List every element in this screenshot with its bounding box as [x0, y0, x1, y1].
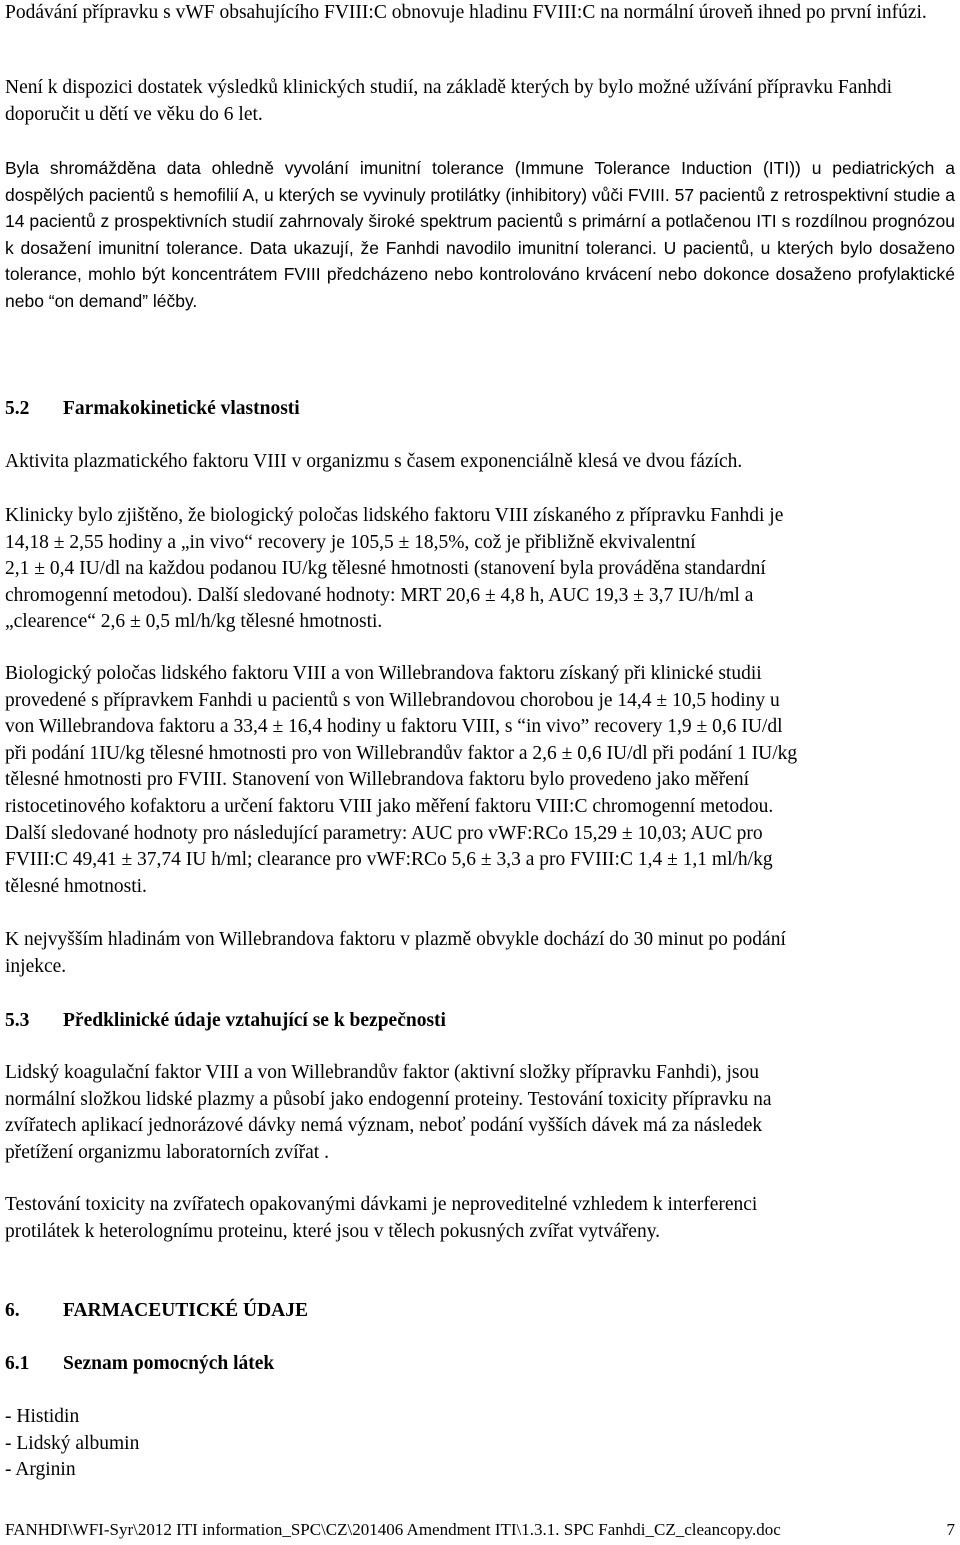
text-line: von Willebrandova faktoru a 33,4 ± 16,4 hodiny u faktoru VIII, s “in vivo” recovery 1,9 ± 0,6 IU/dl: [5, 716, 783, 738]
text-line: Další sledované hodnoty pro následující parametry: AUC pro vWF:RCo 15,29 ± 10,03; AUC pro: [5, 822, 763, 844]
section-heading-6: [5, 1298, 955, 1325]
list-item: - Lidský albumin: [5, 1432, 140, 1454]
paragraph-repeat-dose: [5, 1192, 955, 1245]
paragraph-peak: [5, 927, 955, 980]
section-title: Farmakokinetické vlastnosti: [63, 398, 300, 419]
text-line: FVIII:C 49,41 ± 37,74 IU h/ml; clearance pro vWF:RCo 5,6 ± 3,3 a pro FVIII:C 1,4 ± 1,1 ml/h/kg: [5, 849, 773, 871]
section-heading-5-2: [5, 396, 955, 423]
page-footer: [5, 1519, 955, 1541]
list-item: - Arginin: [5, 1459, 76, 1481]
section-heading-5-3: [5, 1008, 955, 1035]
text-line: provedené s přípravkem Fanhdi u pacientů s von Willebrandovou chorobou je 14,4 ± 10,5 hodiny u: [5, 689, 780, 711]
section-number: 6.1: [5, 1353, 30, 1374]
section-heading-6-1: [5, 1351, 955, 1378]
list-item: - Histidin: [5, 1406, 80, 1427]
section-number: 5.2: [5, 398, 30, 419]
paragraph-vwf-infusion: Podávání přípravku s vWF obsahujícího FVIII:C obnovuje hladinu FVIII:C na normální úroveň ihned po první infúzi.: [5, 2, 927, 23]
section-title: Předklinické údaje vztahující se k bezpečnosti: [63, 1010, 446, 1031]
section-title: FARMACEUTICKÉ ÚDAJE: [63, 1300, 309, 1321]
text-line: chromogenní metodou). Další sledované hodnoty: MRT 20,6 ± 4,8 h, AUC 19,3 ± 3,7 IU/h/ml a: [5, 584, 754, 606]
section-title: Seznam pomocných látek: [63, 1353, 275, 1374]
paragraph-iti: Byla shromážděna data ohledně vyvolání imunitní tolerance (Immune Tolerance Induction (ITI)) u pediatrických a dospělých pacientů s hemofilií A, u kterých se vyvinuly protilátky (inhibitory) vůči FVIII. 57 pacientů z retrospektivní studie a 14 pacientů z prospektivních studií zahrnovaly široké spektrum pacientů s primární a potlačenou ITI s rozdílnou prognózou k dosažení imunitní tolerance. Data ukazují, že Fanhdi navodilo imunitní toleranci. U pacientů, u kterých bylo dosaženo tolerance, mohlo být koncentrátem FVIII předcházeno nebo kontrolováno krvácení nebo dokonce dosaženo profylaktické nebo “on demand” léčby.: [5, 158, 955, 311]
text-line: normální složkou lidské plazmy a působí jako endogenní proteiny. Testování toxicity přípravku na: [5, 1088, 772, 1110]
page-number: 7: [946, 1520, 955, 1539]
paragraph-preclinical: [5, 1060, 955, 1166]
text-line: tělesné hmotnosti pro FVIII. Stanovení von Willebrandova faktoru bylo provedeno jako měření: [5, 769, 750, 791]
text-line: ristocetinového kofaktoru a určení faktoru VIII jako měření faktoru VIII:C chromogenní metodou.: [5, 795, 774, 817]
text-line: 14,18 ± 2,55 hodiny a „in vivo“ recovery je 105,5 ± 18,5%, což je přibližně ekvivalentní: [5, 531, 696, 553]
section-number: 5.3: [5, 1010, 30, 1031]
paragraph-halflife: [5, 661, 955, 900]
text-line: při podání 1IU/kg tělesné hmotnosti pro von Willebrandův faktor a 2,6 ± 0,6 IU/dl při podání 1 IU/kg: [5, 742, 798, 764]
text-line: tělesné hmotnosti.: [5, 875, 147, 897]
section-number: 6.: [5, 1300, 20, 1321]
text-line: Klinicky bylo zjištěno, že biologický poločas lidského faktoru VIII získaného z přípravku Fanhdi je: [5, 505, 784, 526]
text-line: Testování toxicity na zvířatech opakovanými dávkami je neproveditelné vzhledem k interferenci: [5, 1194, 758, 1215]
text-line: přetížení organizmu laboratorních zvířat .: [5, 1141, 329, 1163]
paragraph-children: Není k dispozici dostatek výsledků klinických studií, na základě kterých by bylo možné užívání přípravku Fanhdi doporučit u dětí ve věku do 6 let.: [5, 77, 893, 125]
excipient-list: [5, 1404, 955, 1484]
text-line: zvířatech aplikací jednorázové dávky nemá význam, neboť podání vyšších dávek má za následek: [5, 1115, 763, 1137]
text-line: „clearence“ 2,6 ± 0,5 ml/h/kg tělesné hmotnosti.: [5, 611, 383, 633]
text-line: Lidský koagulační faktor VIII a von Willebrandův faktor (aktivní složky přípravku Fanhdi), jsou: [5, 1062, 759, 1083]
paragraph-clinical: [5, 503, 955, 636]
paragraph-activity: Aktivita plazmatického faktoru VIII v organizmu s časem exponenciálně klesá ve dvou fázích.: [5, 451, 743, 472]
text-line: 2,1 ± 0,4 IU/dl na každou podanou IU/kg tělesné hmotnosti (stanovení byla prováděna standardní: [5, 558, 766, 580]
text-line: Biologický poločas lidského faktoru VIII a von Willebrandova faktoru získaný při klinické studii: [5, 663, 762, 684]
text-line: protilátek k heterolognímu proteinu, které jsou v tělech pokusných zvířat vytvářeny.: [5, 1220, 661, 1242]
footer-file-path: FANHDI\WFI-Syr\2012 ITI information_SPC\CZ\201406 Amendment ITI\1.3.1. SPC Fanhdi_CZ_cleancopy.doc: [5, 1520, 781, 1539]
text-line: K nejvyšším hladinám von Willebrandova faktoru v plazmě obvykle dochází do 30 minut po podání: [5, 929, 786, 950]
text-line: injekce.: [5, 955, 67, 977]
